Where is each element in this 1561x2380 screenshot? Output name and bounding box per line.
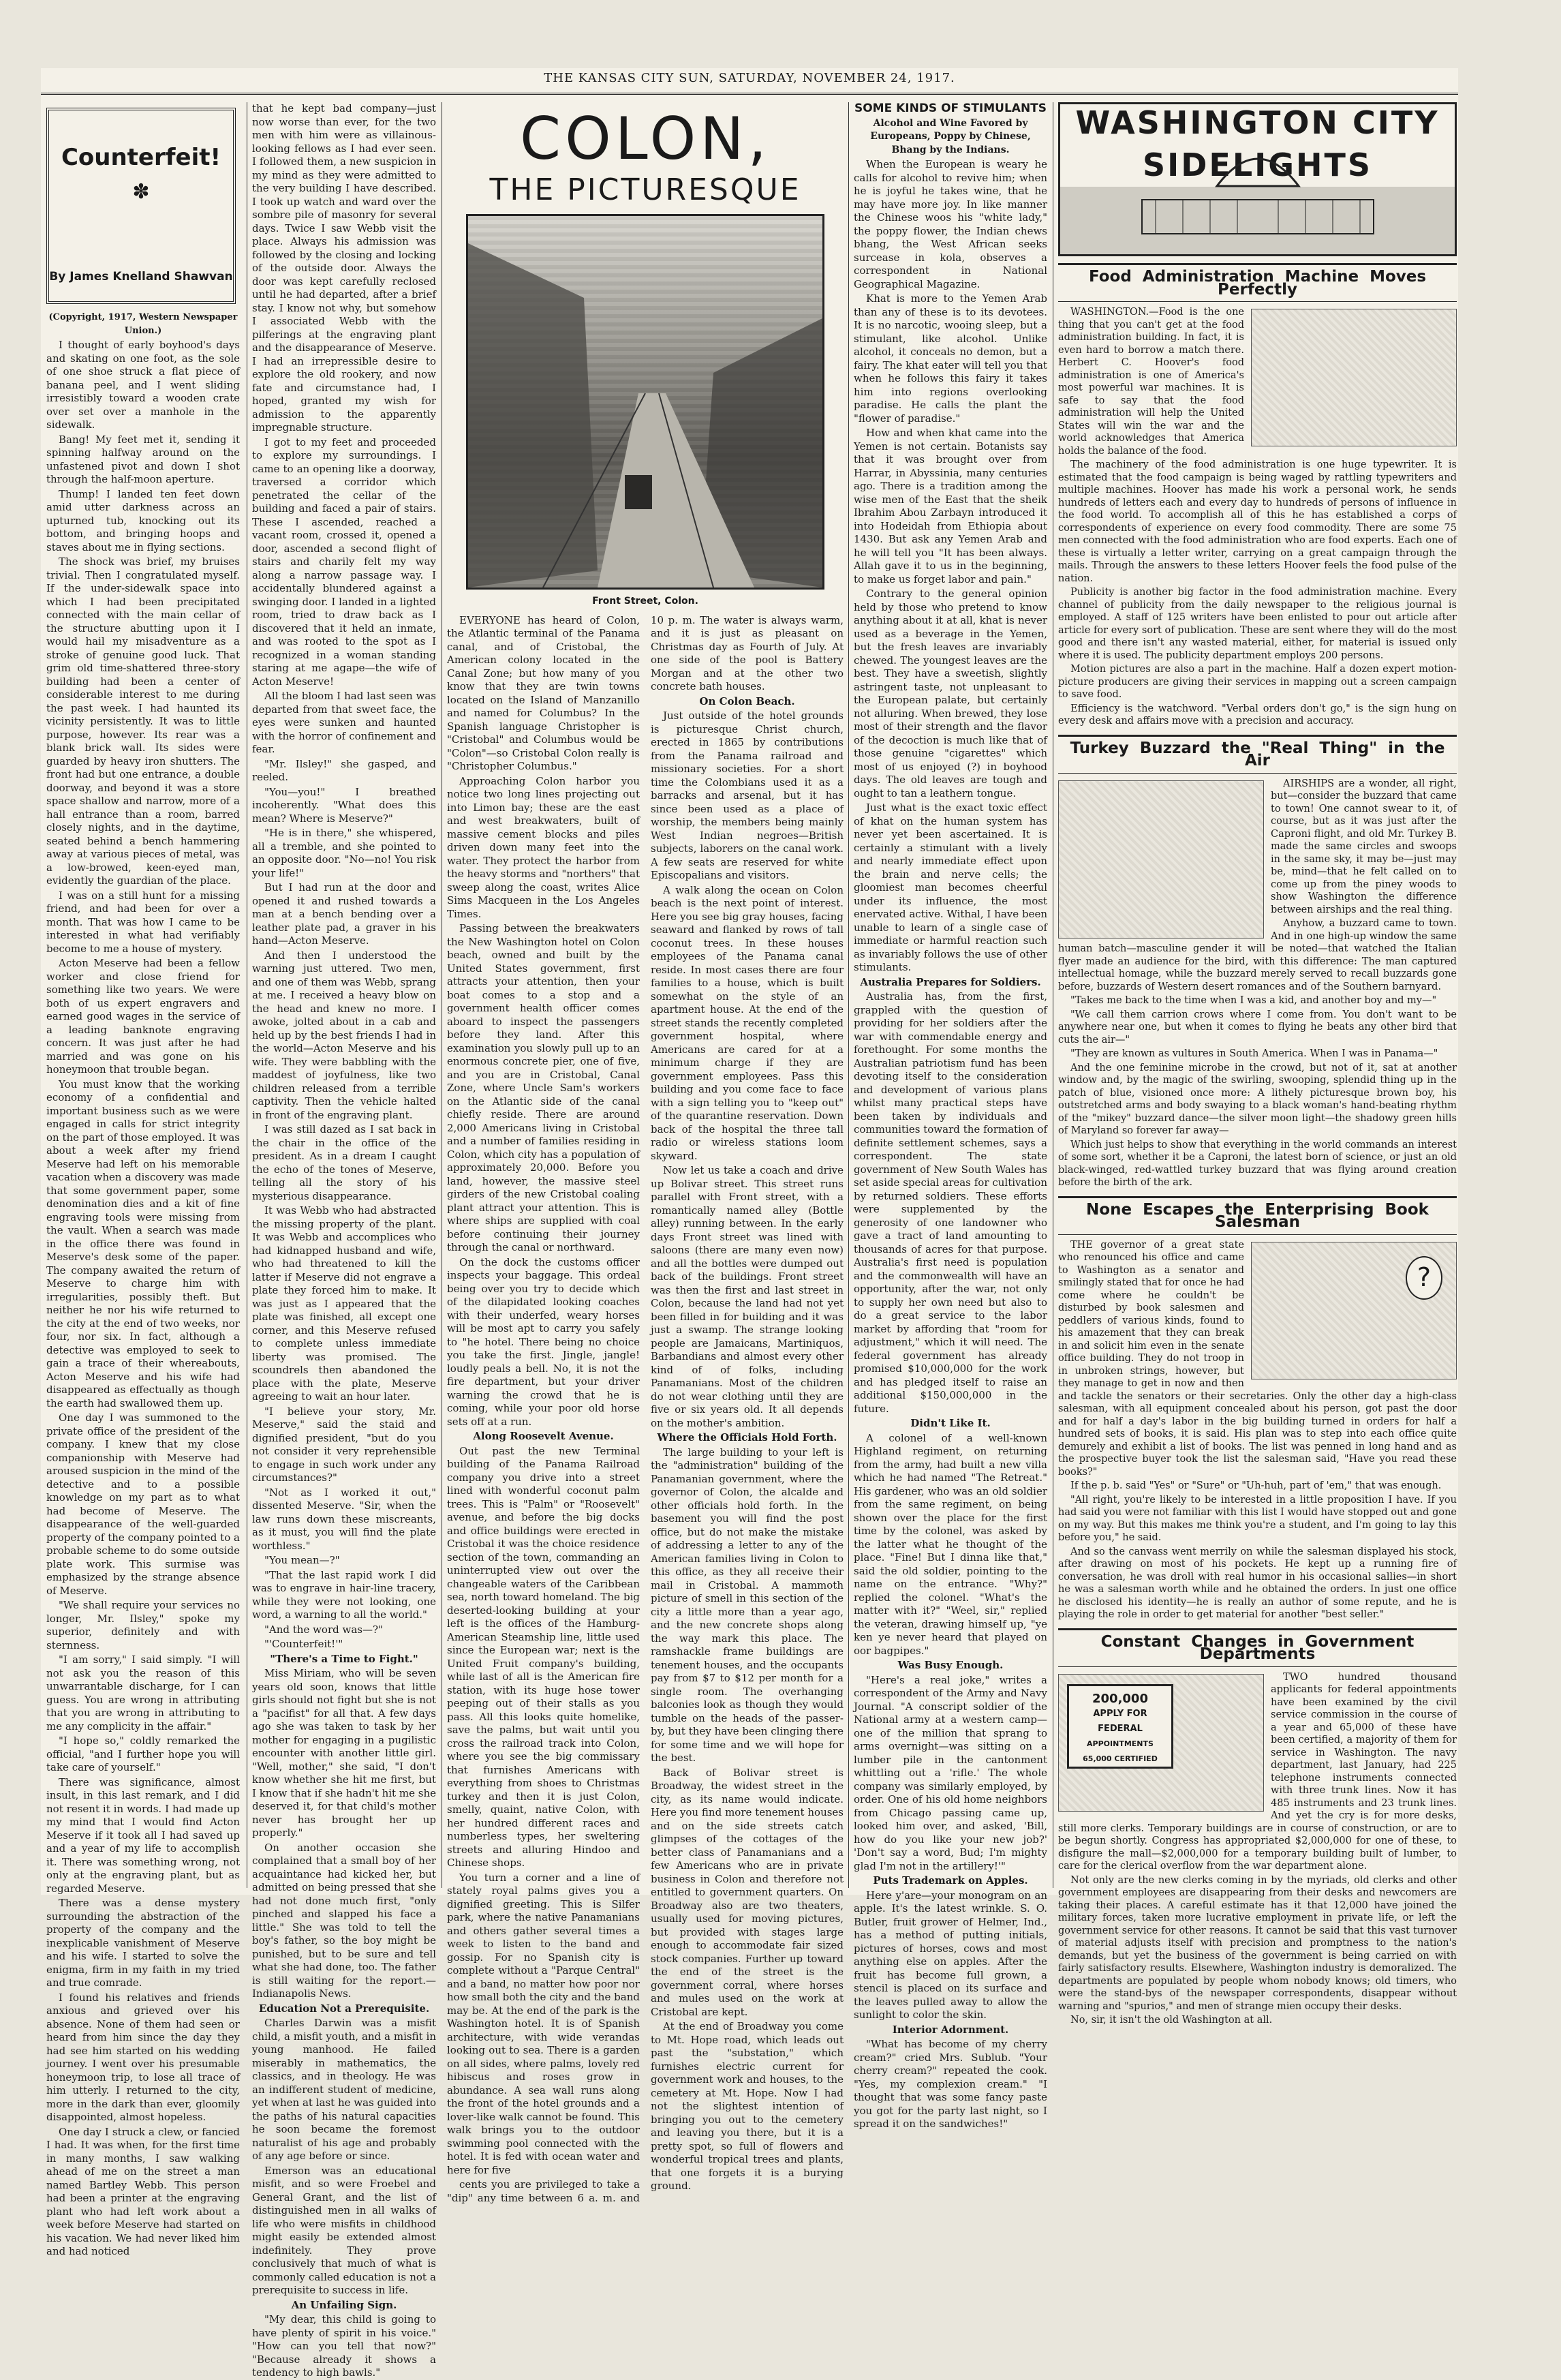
story-paragraph: "All right, you're likely to be interested in a little proposition I have. If you had said you were not familiar with this list I would have stopped out and gone on my way. But this makes me think you're a student, and I'm going to lay this before you," he said. — [1058, 1494, 1457, 1543]
story-paragraph: Efficiency is the watchword. "Verbal orders don't go," is the sign hung on every desk and affairs move with a precision and accuracy. — [1058, 703, 1457, 727]
story-paragraph: Khat is more to the Yemen Arab than any of these is to its devotees. It is no narcotic, wooing sleep, but a stimulant, like alcohol. Unlike alcohol, it conceals no demon, but a fairy. The khat eater will tell you that when he follows this fairy it takes him into regions overlooking paradise. He calls the plant the "flower of paradise." — [854, 292, 1047, 425]
counterfeit-title: Counterfeit! — [61, 144, 221, 171]
story-paragraph: Out past the new Terminal building of the Panama Railroad company you drive into a street lined with wonderful coconut palm trees. This is "Palm" or "Roosevelt" avenue, and before the big docks and office buildings were erected in Cristobal it was the choice residence section of the town, commanding an uninterrupted view out over the changeable waters of the Caribbean sea, north toward homeland. The big deserted-looking building at your left is the offices of the Hamburg-American Steamship line, little used since the European war; next is the United Fruit company's building, while last of all is the American fire station, with its huge hose tower peeping out of their stalls as you pass. All this looks quite homelike, save the palms, but wait until you cross the railroad track into Colon, where you see the big commissary that furnishes Americans with everything from shoes to Christmas turkey and then it is just Colon, smelly, quaint, native Colon, with her hundred different races and numberless types, her sweltering streets and alluring Hindoo and Chinese shops. — [447, 1444, 640, 1869]
story-paragraph: And so the canvass went merrily on while the salesman displayed his stock, after drawing on most of his pockets. He kept up a running fire of conversation, he was droll with real humor in his occasional sallies—in short he was a salesman worth while and he obtained the orders. In just one office he disclosed his identity—he is really an author of some repute, and he is playing the role in order to get material for another "best seller." — [1058, 1546, 1457, 1620]
story-paragraph: Bang! My feet met it, sending it spinning halfway around on the unfastened pivot and down I shot through the half-moon aperture. — [46, 433, 240, 485]
story-paragraph: Passing between the breakwaters the New Washington hotel on Colon beach, owned and built by the United States government, first attracts your attention, then your boat comes to a stop and a government health officer comes aboard to inspect the passengers before they land. After this examination you slowly pull up to an enormous concrete pier, one of five, and you are in Cristobal, Canal Zone, where Uncle Sam's workers on the Atlantic side of the canal chiefly reside. There are around 2,000 Americans living in Cristobal and a number of families residing in Colon, which city has a population of approximately 20,000. Before you land, however, the massive steel girders of the new Cristobal coaling plant attract your attention. This is where ships are supplied with coal before continuing their journey through the canal or northward. — [447, 922, 640, 1253]
story-paragraph: And the one feminine microbe in the crowd, but not of it, sat at another window and, by the magic of the swirling, swooping, splendid thing up in the patch of blue, visioned once more: A lithely picturesque brown boy, his outstretched arms and body swaying to a black woman's hand-beating rhythm of the "mikey" buzzard dance—the silver moon light—the shadowy green hills of Maryland so forever far away— — [1058, 1062, 1457, 1136]
story-paragraph: The machinery of the food administration is one huge typewriter. It is estimated that the food campaign is being waged by rattling typewriters and multiple machines. Hoover has made his work a personal work, he sends hundreds of letters each and every day to hundreds of persons of influence in the food world. To accomplish all of this he has established a corps of correspondents of experience on every food commodity. There are some 75 men connected with the food administration who are food experts. Each one of these is virtually a letter writer, carrying on a great campaign through the mails. Through the answers to these letters Hoover feels the food pulse of the nation. — [1058, 459, 1457, 584]
story-paragraph: A walk along the ocean on Colon beach is the next point of interest. Here you see big gray houses, facing seaward and flanked by rows of tall coconut trees. In these houses employees of the Panama canal reside. In most cases there are four families to a house, which is built somewhat on the style of an apartment house. At the end of the street stands the recently completed government hospital, where Americans are cared for at a minimum charge if they are government employees. Pass this building and you come face to face with a sign telling you to "keep out" of the quarantine reservation. Down back of the hospital the three tall radio or wireless stations loom skyward. — [651, 883, 844, 1162]
subhead: On Colon Beach. — [699, 695, 795, 707]
story-paragraph: TWO hundred thousand applicants for federal appointments have been examined by the civil service commission in the course of a year and 65,000 of these have been certified, a majority of them for service in Washington. The navy department, last January, had 225 telephone instruments connected with three trunk lines. Now it has 485 instruments and 23 trunk lines. And yet the cry is for more desks, still more clerks. Temporary buildings are in course of construction, or are to be begun shortly. Congress has appropriated $2,000,000 for one of these, to disfigure the mall—$2,000,000 for a temporary building built of lumber, to care for the clerical overflow from the war department alone. — [1058, 1671, 1457, 1872]
story-paragraph: "That the last rapid work I did was to engrave in hair-line tracery, while they were not looking, one word, a warning to all the world." — [252, 1568, 436, 1621]
sign-line: APPOINTMENTS — [1087, 1739, 1154, 1748]
story-paragraph: Anyhow, a buzzard came to town. And in one high-up window the same human batch—masculine gender it will be noted—that watched the Italian flyer made an audience for the bird, with this difference: The man captured intellectual homage, while the buzzard merely served to recall buzzards gone before, buzzards of Western desert romances and of the Southern barnyard. — [1058, 918, 1457, 992]
item-paragraph: "My dear, this child is going to have plenty of spirit in his voice." "How can you tell that now?" "Because already it shows a tendency to high bawls." — [252, 2313, 436, 2379]
story-paragraph: cents you are privileged to take a "dip" any time between 6 a. m. and 10 p. m. The water is always warm, and it is just as pleasant on Christmas day as Fourth of July. At one side of the pool is Battery Morgan and at the other two concrete bath houses. — [447, 613, 844, 2204]
sign-line: 200,000 — [1092, 1691, 1148, 1706]
story-paragraph: Thump! I landed ten feet down amid utter darkness across an upturned tub, knocking out its bottom, and bringing hoops and staves about me in flying sections. — [46, 487, 240, 553]
food-cartoon — [1251, 309, 1457, 446]
subhead: Along Roosevelt Avenue. — [473, 1430, 614, 1442]
item-paragraph: Charles Darwin was a misfit child, a misfit youth, and a misfit in young manhood. He failed miserably in mathematics, the classics, and in theology. He was an indifferent student of medicine, yet when at last he was guided into the paths of his natural capacities he soon became the foremost naturalist of his age and probably of any age before or since. — [252, 2017, 436, 2162]
copyright-line: (Copyright, 1917, Western Newspaper Union.) — [48, 312, 238, 336]
story-paragraph: Which just helps to show that everything in the world commands an interest of some sort, whether it be a Caproni, the latest born of science, or just an old black-winged, red-wattled turkey buzzard that was flying around creation before the birth of the ark. — [1058, 1139, 1457, 1188]
story-paragraph: Now let us take a coach and drive up Bolivar street. This street runs parallel with Front street, with a romantically named alley (Bottle alley) running between. In the early days Front street was lined with saloons (there are many even now) and all the bottles were dumped out back of the buildings. Front street was then the first and last street in Colon, because the land had not yet been filled in for building and it was just a swamp. The strange looking people are Jamaicans, Martiniquos, Barbandians and almost every other kind of of folks, including Panamanians. Most of the children do not wear clothing until they are five or six years old. It all depends on the mother's ambition. — [651, 1164, 844, 1429]
capitol-dome-icon — [1060, 104, 1455, 250]
story-headline: Food Administration Machine Moves Perfectly — [1058, 263, 1457, 302]
item-paragraph: "Here's a real joke," writes a correspondent of the Army and Navy Journal. "A conscript soldier of the National army at a western camp—one of the million that sprang to arms overnight—was sitting on a lumber pile in the cantonment whittling out a 'rifle.' The whole company was similarly employed, by order. One of his old home neighbors from Chicago passing came up, looked him over, and asked, 'Bill, how do you like your new job?' 'Don't say a word, Bud; I'm mighty glad I'm not in the artillery!'" — [854, 1673, 1047, 1872]
colon-title-line-1: COLON, — [520, 105, 771, 173]
story-paragraph: "Not as I worked it out," dissented Meserve. "Sir, when the law runs down these miscreants, as it must, you will find the plate worthless." — [252, 1486, 436, 1552]
story-paragraph: One day I struck a clew, or fancied I had. It was when, for the first time in many months, I saw walking ahead of me on the street a man named Bartley Webb. This person had been a printer at the engraving plant who had left work about a week before Meserve had started on his vacation. We had never liked him and had noticed — [46, 2125, 240, 2257]
column-rule — [848, 102, 849, 1888]
photo-caption: Front Street, Colon. — [592, 596, 698, 607]
story-paragraph: WASHINGTON.—Food is the one thing that you can't get at the food administration building. In fact, it is even hard to borrow a match there. Herbert C. Hoover's food administration is one of America's most powerful war machines. It is safe to say that the food administration will help the United States will win the war and the world acknowledges that America holds the balance of the food. — [1058, 307, 1244, 457]
story-paragraph: "You mean—?" — [264, 1554, 340, 1566]
story-paragraph: I was still dazed as I sat back in the chair in the office of the president. As in a dream I caught the echo of the tones of Meserve, telling all the story of his mysterious disappearance. — [252, 1123, 436, 1202]
story-paragraph: Publicity is another big factor in the food administration machine. Every channel of publicity from the daily newspaper to the religious journal is employed. A staff of 125 writers have been enlisted to pour out article after article for every sort of publication. These are sent where they will do the most good and there isn't any wasted material, either, for material is issued only where it is used. The publicity department employs 200 persons. — [1058, 587, 1457, 661]
story-paragraph: The shock was brief, my bruises trivial. Then I congratulated myself. If the under-sidewalk space into which I had been precipitated connected with the main cellar of the structure abutting upon it I would hail my misadventure as a stroke of genuine good luck. That grim old time-shattered three-story building had been a center of considerable interest to me during the past week. I had haunted its vicinity persistently. It was to little purpose, however. Its rear was a blank brick wall. Its sides were guarded by heavy iron shutters. The front had but one entrance, a double doorway, and beyond it was a store space shallow and narrow, more of a hall entrance than a room, barred closely nights, and in the daytime, seated behind a bench hammering away at various pieces of metal, was a low-browed, keen-eyed man, evidently the guardian of the place. — [46, 555, 240, 887]
story-paragraph: "Mr. Ilsley!" she gasped, and reeled. — [252, 757, 436, 783]
subhead: Where the Officials Hold Forth. — [657, 1431, 837, 1444]
counterfeit-column-2 — [252, 102, 436, 2379]
story-headline: None Escapes the Enterprising Book Salesman — [1058, 1196, 1457, 1235]
page-header: THE KANSAS CITY SUN, SATURDAY, NOVEMBER 24, 1917. — [41, 71, 1458, 95]
story-paragraph: On the dock the customs officer inspects your baggage. This ordeal being over you try to decide which of the dilapidated looking coaches with their underfed, weary horses will be most apt to carry you safely to "he hotel. There being no choice you take the first. Jingle, jangle! loudly peals a bell. No, it is not the fire department, but your driver warning the crowd that he is coming, while your poor old horse sets off at a run. — [447, 1255, 640, 1428]
story-paragraph: THE governor of a great state who renounced his office and came to Washington as a senator and smilingly stated that for once he had come where he couldn't be disturbed by book salesmen and peddlers of various kinds, found to his amazement that they can break in and solicit him even in the senate office building. They do not troop in in unbroken strings, however, but they manage to get in now and then and tackle the senators or their secretaries. Only the other day a high-class salesman, with all equipment concealed about his person, got past the door and for half a day's labor in the big building turned in orders for half a hundred sets of books, it is said. His plan was to step into each office quite demurely and exhibit a list of books. The list was penned in long hand and as the prospective buyer took the list the salesman said, "Have you read these books?" — [1058, 1239, 1457, 1478]
item-paragraph: Emerson was an educational misfit, and so were Froebel and General Grant, and the list of distinguished men in all walks of life who were misfits in childhood might easily be extended almost indefinitely. They prove conclusively that much of what is commonly called education is not a prerequisite to success in life. — [252, 2164, 436, 2296]
story-paragraph: Acton Meserve had been a fellow worker and close friend for something like two years. We were both of us expert engravers and earned good wages in the service of a leading banknote engraving concern. It was just after he had married and was gone on his honeymoon that trouble began. — [46, 957, 240, 1075]
story-paragraph: "We call them carrion crows where I come from. You don't want to be anywhere near one, but when it comes to flying he beats any other bird that cuts the air—" — [1058, 1009, 1457, 1046]
sign-line: 65,000 CERTIFIED — [1083, 1754, 1158, 1763]
story-headline: Turkey Buzzard the "Real Thing" in the Air — [1058, 735, 1457, 774]
story-paragraph: Contrary to the general opinion held by those who pretend to know anything about it at all, khat is never used as a beverage in the Yemen, but the fresh leaves are invariably chewed. The youngest leaves are the best. They have a sweetish, slightly astringent taste, not unpleasant to the European palate, but certainly not alluring. When brewed, they lose most of their strength and the flavor of the decoction is much like that of those genuine "cigarettes" which most of us enjoyed (?) in boyhood days. The old leaves are tough and ought to tan a leathern tongue. — [854, 588, 1047, 799]
story-paragraph: "They are known as vultures in South America. When I was in Panama—" — [1070, 1048, 1438, 1059]
story-paragraph: "He is in there," she whispered, all a tremble, and she pointed to an opposite door. "No—no! You risk your life!" — [252, 827, 436, 879]
counterfeit-column-1 — [46, 102, 240, 2257]
ornament-icon: ✽ — [132, 179, 150, 204]
story-paragraph: "I hope so," coldly remarked the official, "and I further hope you will take care of yourself." — [46, 1735, 240, 1773]
item-paragraph: Here y'are—your monogram on an apple. It's the latest wrinkle. S. O. Butler, fruit grower of Helmer, Ind., has a method of putting initials, pictures of horses, cows and most anything else on apples. After the fruit has become full grown, a stencil is placed on its surface and the leaves pulled away to allow the sunlight to color the skin. — [854, 1889, 1047, 2021]
colon-title-line-2: THE PICTURESQUE — [489, 172, 801, 207]
story-paragraph: "I believe your story, Mr. Meserve," said the staid and dignified president, "but do you not consider it very reprehensible to engage in such work under any circumstances?" — [252, 1405, 436, 1484]
story-paragraph: "'Counterfeit!'" — [264, 1638, 343, 1650]
story-paragraph: You turn a corner and a line of stately royal palms gives you a dignified greeting. This is Silfer park, where the native Panamanians and others gather several times a week to listen to the band and gossip. For no Spanish city is complete without a "Parque Central" and a band, no matter how poor nor how small both the city and the band may be. At the end of the park is the Washington hotel. It is of Spanish architecture, with wide verandas looking out to sea. There is a garden on all sides, where palms, lovely red hibiscus and roses grow in abundance. A sea wall runs along the front of the hotel grounds and a lover-like walk cannot be found. This walk brings you to the outdoor swimming pool connected with the hotel. It is fed with ocean water and here for five — [447, 1871, 640, 2176]
story-paragraph: Just what is the exact toxic effect of khat on the human system has never yet been ascertained. It is certainly a stimulant with a lively and nearly immediate effect upon the brain and nerve cells; the gloomiest man becomes cheerful under its influence, the most enervated active. Withal, I have been unable to learn of a single case of immediate or harmful reaction such as invariably follows the use of other stimulants. — [854, 802, 1047, 973]
story-paragraph: I found his relatives and friends anxious and grieved over his absence. None of them had seen or heard from him since the day they had see him started on his wedding journey. I went over his presumable honeymoon trip, to lose all trace of him utterly. I returned to the city, more in the dark than ever, gloomily disappointed, almost hopeless. — [46, 1991, 240, 2123]
story-headline: Constant Changes in Government Departments — [1058, 1628, 1457, 1667]
story-paragraph: "I am sorry," I said simply. "I will not ask you the reason of this unwarrantable discharge, for I can guess. You are wrong in attributing that you are wrong in attributing to me any complicity in the affair." — [46, 1653, 240, 1733]
sign-line: FEDERAL — [1098, 1723, 1143, 1734]
washington-column — [1058, 102, 1457, 2026]
story-paragraph: Motion pictures are also a part in the machine. Half a dozen expert motion-picture producers are giving their services in mapping out a screen campaign to save food. — [1058, 664, 1457, 700]
story-paragraph: Just outside of the hotel grounds is picturesque Christ church, erected in 1865 by contributions from the Panama railroad and missionary societies. For a short time the Colombians used it as a barracks and arsenal, but it has since been used as a place of worship, the members being mainly West Indian negroes—British subjects, laborers on the canal work. A few seats are reserved for white Episcopalians and visitors. — [651, 710, 844, 881]
story-paragraph: Back of Bolivar street is Broadway, the widest street in the city, as its name would indicate. Here you find more tenement houses and on the side streets catch glimpses of the cottages of the better class of Panamanians and a few Americans who are in private business in Colon and therefore not entitled to government quarters. On Broadway also are two theaters, usually used for moving pictures, but provided with stages large enough to accommodate fair sized stock companies. Further up toward the end of the street is the government corral, where horses and mules used on the work at Cristobal are kept. — [651, 1766, 844, 2018]
colon-body — [447, 614, 844, 2206]
sign-line: APPLY FOR — [1093, 1708, 1147, 1719]
item-heading: Was Busy Enough. — [897, 1659, 1004, 1671]
story-paragraph: At the end of Broadway you come to Mt. Hope road, which leads out past the "substation," which furnishes electric current for government work and houses, to the cemetery at Mt. Hope. Now I had not the slightest intention of bringing you out to the cemetery and leaving you there, but it is a pretty spot, so full of flowers and wonderful tropical trees and plants, that one forgets it is a burying ground. — [651, 2020, 844, 2192]
story-paragraph: And then I understood the warning just uttered. Two men, and one of them was Webb, sprang at me. I received a heavy blow on the head and knew no more. I awoke, jolted about in a cab and held up by the best friends I had in the world—Acton Meserve and his wife. They were babbling with the maddest of joyfulness, like two children released from a terrible captivity. Then the vehicle halted in front of the engraving plant. — [252, 949, 436, 1121]
question-mark-icon: ? — [1406, 1256, 1442, 1300]
story-paragraph: There was significance, almost insult, in this last remark, and I did not resent it in words. I had made up my mind that I would find Acton Meserve if it took all I had saved up and a year of my life to accomplish it. There was something wrong, not only at the engraving plant, but as regarded Meserve. — [46, 1775, 240, 1895]
story-paragraph: "You—you!" I breathed incoherently. "What does this mean? Where is Meserve?" — [252, 785, 436, 825]
stimulants-title: SOME KINDS OF STIMULANTS — [854, 102, 1047, 115]
story-paragraph: I thought of early boyhood's days and skating on one foot, as the sole of one shoe struck a flat piece of banana peel, and I went sliding irresistibly toward a wooden crate over set over a manhole in the sidewalk. — [46, 339, 240, 431]
story-paragraph: "Takes me back to the time when I was a kid, and another boy and my—" — [1070, 995, 1437, 1006]
appointments-sign — [1067, 1684, 1173, 1769]
item-heading: Didn't Like It. — [910, 1417, 991, 1429]
stimulants-deck: Alcohol and Wine Favored by Europeans, Poppy by Chinese, Bhang by the Indians. — [870, 117, 1031, 155]
item-paragraph: Australia has, from the first, grappled with the question of providing for her soldiers after the war with commendable energy and forethought. For some months the Australian patriotism fund has been devoting itself to the consideration and development of various plans whilst many practical steps have been taken by individuals and communities toward the formation of definite settlement schemes, says a correspondent. The state government of New South Wales has set aside special areas for cultivation by returned soldiers. These efforts were supplemented by the generosity of one landowner who gave a tract of land amounting to thousands of acres for that purpose. Australia's first need is population and the commonwealth will have an opportunity, after the war, not only to supply her own need but also to do a great service to the labor market by affording that "room for adjustment," which it will need. The federal government has already promised $10,000,000 for the work and has pledged itself to raise an additional $150,000,000 in the future. — [854, 990, 1047, 1415]
banner-line-1: WASHINGTON CITY — [1075, 104, 1440, 141]
item-heading: Interior Adornment. — [892, 2023, 1009, 2036]
story-paragraph: EVERYONE has heard of Colon, the Atlantic terminal of the Panama canal, and of Cristobal, the American colony located in the Canal Zone; but how many of you know that they are twin towns located on the Island of Manzanillo and named for Columbus? In the Spanish language Christopher is "Cristobal" and Columbus would be "Colon"—so Cristobal Colon really is "Christopher Columbus." — [447, 613, 640, 772]
story-paragraph: I got to my feet and proceeded to explore my surroundings. I came to an opening like a doorway, traversed a corridor which penetrated the cellar of the building and faced a pair of stairs. These I ascended, reached a vacant room, crossed it, opened a door, ascended a second flight of stairs and charily felt my way along a narrow passage way. I accidentally blundered against a swinging door. I landed in a lighted room, tried to draw back as I discovered that it held an inmate, and was rooted to the spot as I recognized in a woman standing staring at me agape—the wife of Acton Meserve! — [252, 436, 436, 688]
item-heading: Australia Prepares for Soldiers. — [860, 975, 1041, 988]
item-paragraph: Miss Miriam, who will be seven years old soon, knows that little girls should not fight but she is not a "pacifist" for all that. A few days ago she was taken to task by her mother for engaging in a pugilistic encounter with another little girl. "Well, mother," she said, "I don't know whether she hit me first, but I know that if she hadn't hit me she deserved it, for that child's mother never has brought her up properly." — [252, 1667, 436, 1839]
story-paragraph: "We shall require your services no longer, Mr. Ilsley," spoke my superior, definitely and with sternness. — [46, 1599, 240, 1651]
story-paragraph: But I had run at the door and opened it and rushed towards a man at a bench bending over a leather plate pad, a graver in his hand—Acton Meserve. — [252, 881, 436, 947]
item-heading: Education Not a Prerequisite. — [258, 2002, 430, 2015]
street-scene-image — [468, 216, 822, 588]
washington-banner — [1058, 102, 1457, 256]
story-paragraph: All the bloom I had last seen was departed from that sweet face, the eyes were sunken and haunted with the horror of confinement and fear. — [252, 690, 436, 755]
item-paragraph: "What has become of my cherry cream?" cried Mrs. Sublub. "Your cherry cream?" repeated the cook. "Yes, my complexion cream." "I thought that was some fancy paste you got for the party last night, so I spread it on the sandwiches!" — [854, 2038, 1047, 2130]
story-paragraph: How and when khat came into the Yemen is not certain. Botanists say that it was brought over from Harrar, in Abyssinia, many centuries ago. There is a tradition among the wise men of the East that the sheik Ibrahim Abou Zarbayn introduced it into Hodeidah from Ethiopia about 1430. But ask any Yemen Arab and he will tell you "It has been always. Allah gave it to us in the beginning, to make us forget labor and pain." — [854, 427, 1047, 585]
banner-line-2: SIDELIGHTS — [1142, 147, 1373, 183]
story-paragraph: One day I was summoned to the private office of the president of the company. I knew that my close companionship with Meserve had aroused suspicion in the mind of the detective and to a possible knowledge on my part as to what had become of Meserve. The disappearance of the well-guarded property of the company pointed to a probable scheme to do some outside plate work. This surmise was emphasized by the strange absence of Meserve. — [46, 1412, 240, 1597]
story-paragraph: You must know that the working economy of a confidential and important business such as we were engaged in calls for strict integrity on the part of those employed. It was about a week after my friend Meserve had left on his memorable vacation when a discovery was made that some government paper, some denomination dies and a kit of fine engraving tools were missing from the vault. When a search was made in the office there was found in Meserve's desk some of the paper. The company awaited the return of Meserve to charge him with irregularities, possibly theft. But neither he nor his wife returned to the city at the end of two weeks, nor four, nor six. In fact, although a detective was employed to seek to gain a trace of their whereabouts, Acton Meserve and his wife had disappeared as effectually as though the earth had swallowed them up. — [46, 1078, 240, 1409]
appointments-cartoon — [1058, 1674, 1264, 1812]
story-paragraph: AIRSHIPS are a wonder, all right, but—consider the buzzard that came to town! One cannot swear to it, of course, but as it was just after the Caproni flight, and old Mr. Turkey B. made the same circles and swoops in the same sky, it may be—just may be, mind—that he felt called on to come up from the piney woods to show Washington the difference between airships and the real thing. — [1271, 778, 1457, 915]
story-paragraph: "And the word was—?" — [264, 1623, 383, 1636]
salesman-cartoon — [1251, 1242, 1457, 1379]
item-heading: Puts Trademark on Apples. — [873, 1874, 1028, 1887]
item-heading: An Unfailing Sign. — [291, 2298, 397, 2311]
colon-feature — [447, 102, 844, 2204]
story-paragraph: When the European is weary he calls for alcohol to revive him; when he is joyful he takes wine, that he may have more joy. In like manner the Chinese woos his "white lady," the poppy flower, the Indian chews bhang, the West African seeks surcease in kola, observes a correspondent in National Geographical Magazine. — [854, 158, 1047, 290]
item-paragraph: On another occasion she complained that a small boy of her acquaintance had kicked her, but admitted on being pressed that she had not done much first, "only pinched and slapped his face a little." She was told to tell the boy's father, so the boy might be punished, but to be sure and tell what she had done, too. The father is still waiting for the report.—Indianapolis News. — [252, 1841, 436, 2000]
story-paragraph: Not only are the new clerks coming in by the myriads, old clerks and other government employees are disappearing from their desks and newcomers are taking their places. A careful estimate has it that 12,000 have joined the military forces, taken more lucrative employment in private life, or left the government service for other reasons. It cannot be said that this vast turnover of material adjusts itself with precision and promptness to the nation's demands, but yet the business of the government is being carried on with fairly satisfactory results. Elsewhere, Washington industry is demoralized. The departments are populated by people whom nobody knows; old timers, who were the stand-bys of the newspaper correspondents, disappear without warning and "spurios," and men of strange mien occupy their desks. — [1058, 1874, 1457, 2012]
front-street-photo — [466, 214, 824, 590]
counterfeit-byline: By James Knelland Shawvan — [49, 269, 233, 284]
story-paragraph: Approaching Colon harbor you notice two long lines projecting out into Limon bay; these are the east and west breakwaters, built of massive cement blocks and piles driven down many feet into the water. They protect the harbor from the heavy storms and "northers" that sweep along the coast, writes Alice Sims Macqueen in the Los Angeles Times. — [447, 774, 640, 920]
story-paragraph: If the p. b. said "Yes" or "Sure" or "Uh-huh, part of 'em," that was enough. — [1070, 1480, 1442, 1491]
counterfeit-title-box — [46, 108, 236, 304]
story-paragraph: The large building to your left is the "administration" building of the Panamanian government, where the governor of Colon, the alcalde and other officials hold forth. In the basement you will find the post office, but do not make the mistake of addressing a letter to any of the American families living in Colon to this office, as they all receive their mail in Cristobal. A mammoth picture of smell in this section of the city a little more than a year ago, and the new concrete shops along the way mark this place. The ramshackle frame buildings are tenement houses, and the occupants pay from $7 to $12 per month for a single room. The overhanging balconies look as though they would tumble on the heads of the passer-by, but they have been clinging there for some time and we will hope for the best. — [651, 1446, 844, 1764]
buzzard-cartoon — [1058, 780, 1264, 939]
item-paragraph: A colonel of a well-known Highland regiment, on returning from the army, had built a new villa which he had named "The Retreat." His gardener, who was an old soldier from the same regiment, on being shown over the place for the first time by the colonel, was asked by the latter what he thought of the place. "Fine! But I dinna like that," said the old soldier, pointing to the name on the entrance. "Why?" replied the colonel. "What's the matter with it?" "Weel, sir," replied the veteran, drawing himself up, "ye ken ye never heard that played on oor bagpipes." — [854, 1431, 1047, 1657]
story-paragraph: I was on a still hunt for a missing friend, and had been for over a month. That was how I came to be interested in what had verifiably become to me a house of mystery. — [46, 889, 240, 955]
story-paragraph: There was a dense mystery surrounding the abstraction of the property of the company and the inexplicable vanishment of Meserve and his wife. I started to solve the enigma, firm in my faith in my tried and true comrade. — [46, 1897, 240, 1989]
story-paragraph: No, sir, it isn't the old Washington at all. — [1070, 2015, 1273, 2026]
item-heading: "There's a Time to Fight." — [270, 1652, 418, 1665]
story-paragraph: It was Webb who had abstracted the missing property of the plant. It was Webb and accomplices who had kidnapped husband and wife, who had threatened to kill the latter if Meserve did not engrave a plate they forced him to make. It was just as I appeared that the plate was finished, all except one corner, and this Meserve refused to complete unless immediate liberty was promised. The scoundrels then abandoned the place with the plate, Meserve agreeing to wait an hour later. — [252, 1204, 436, 1403]
stimulants-column — [854, 102, 1047, 2130]
story-paragraph: that he kept bad company—just now worse than ever, for the two men with him were as villainous-looking fellows as I had ever seen. I followed them, a new suspicion in my mind as they were admitted to the very building I have described. I took up watch and ward over the sombre pile of masonry for several days. Twice I saw Webb visit the place. Always his admission was followed by the closing and locking of the outside door. Always the door was kept carefully reclosed until he had departed, after a brief stay. I know not why, but somehow I associated Webb with the pilferings at the engraving plant and the disappearance of Meserve. I had an irrepressible desire to explore the old rookery, and now fate and circumstance had, I hoped, granted my wish for admission to the apparently impregnable structure. — [252, 102, 436, 433]
